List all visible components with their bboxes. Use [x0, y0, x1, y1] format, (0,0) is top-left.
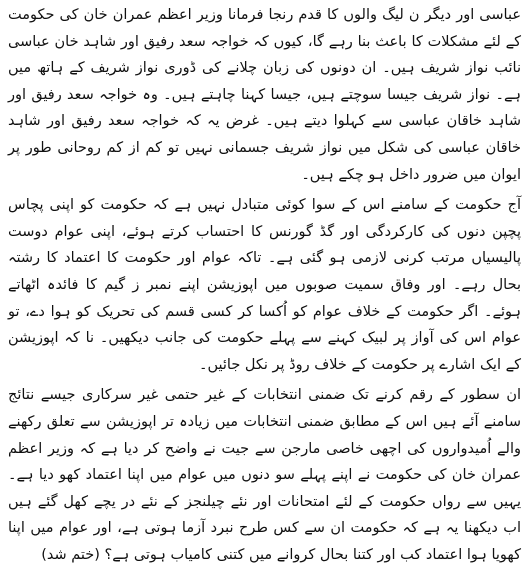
article-paragraph-3: ان سطور کے رقم کرنے تک ضمنی انتخابات کے غیر حتمی غیر سرکاری جیسے نتائج سامنے آئے ہیں اس کے مطابق ضمنی انتخابات میں زیادہ تر اپوزیشن سے تعلق رکھنے والے اُمیدواروں کی اچھی خاصی مارجن سے جیت نے واضح کر دیا ہے کہ وزیر اعظم عمران خان کی حکومت نے اپنے پہلے سو دنوں میں عوام میں اپنا اعتماد کھو دیا ہے۔ یہیں سے رواں حکومت کے لئے امتحانات اور نئے چیلنجز کے نئے در یچے کھل گئے ہیں اب دیکھنا یہ ہے کہ حکومت ان سے کس طرح نبرد آزما ہوتی ہے، اور عوام میں اپنا کھویا ہوا اعتماد کب اور کتنا بحال کروانے میں کتنی کامیاب ہوتی ہے؟ (ختم شد) [8, 387, 521, 563]
article-paragraph-1: عباسی اور دیگر ن لیگ والوں کا قدم رنجا فرمانا وزیر اعظم عمران خان کی حکومت کے لئے مشکلات کا باعث بنا رہے گا، کیوں کہ خواجہ سعد رفیق اور شاہد خان عباسی نائب نواز شریف ہیں۔ ان دونوں کی زبان چلانے کی ڈوری نواز شریف کے ہاتھ میں ہے۔ نواز شریف جیسا سوچتے ہیں، جیسا کہنا چاہتے ہیں۔ وہ خواجہ سعد رفیق اور شاہد خاقان عباسی سے کہلوا دیتے ہیں۔ غرض یہ کہ خواجہ سعد رفیق اور شاہد خاقان عباسی کی شکل میں نواز شریف جسمانی نہیں تو کم از کم روحانی طور پر ایوان میں ضرور داخل ہو چکے ہیں۔ [8, 7, 521, 183]
article-paragraph-2: آج حکومت کے سامنے اس کے سوا کوئی متبادل نہیں ہے کہ حکومت کو اپنی پچاس پچپن دنوں کی کارکردگی اور گڈ گورنس کا احتساب کرتے ہوئے، اپنی عوام دوست پالیسیاں مرتب کرنی لازمی ہو گئی ہے۔ تاکہ عوام اور حکومت کا اعتماد کا رشتہ بحال رہے۔ اور وفاق سمیت صوبوں میں اپوزیشن اپنے نمبر ز گیم کا فائدہ اٹھاتے ہوئے۔ اگر حکومت کے خلاف عوام کو اُکسا کر کسی قسم کی تحریک کو ہوا دے، تو عوام اس کی آواز پر لبیک کہنے سے پہلے حکومت کی جانب دیکھیں۔ نا کہ اپوزیشن کے ایک اشارے پر حکومت کے خلاف روڈ پر نکل جائیں۔ [8, 197, 521, 373]
